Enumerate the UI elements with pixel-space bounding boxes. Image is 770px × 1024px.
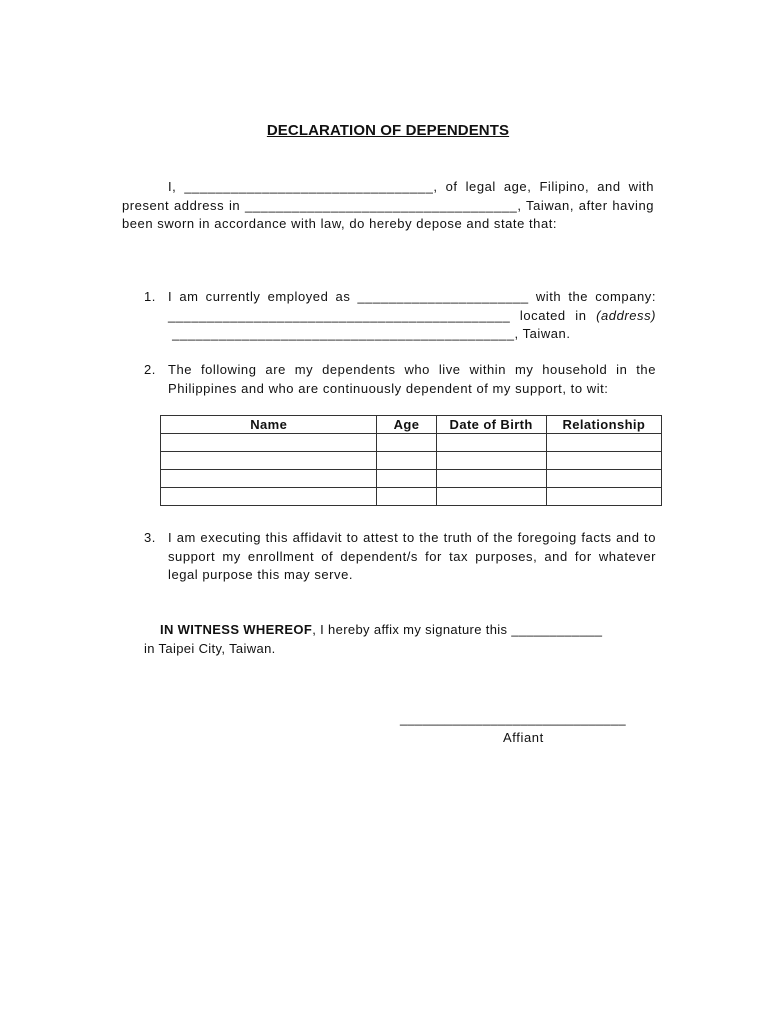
intro-text-3: , Taiwan, after having been sworn in accordance with law, do hereby depose and state that:: [122, 197, 655, 231]
table-cell[interactable]: [161, 488, 377, 506]
dependents-table: [160, 415, 662, 506]
employment-text-2: with the company:: [528, 289, 656, 304]
table-cell[interactable]: [546, 452, 661, 470]
name-blank: ________________________________: [184, 179, 434, 194]
list-item-body: The following are my dependents who live within my household in the Philippines and who are continuously dependent of my support, to wit:: [168, 362, 656, 396]
signature-line: ______________________________: [400, 711, 626, 726]
witness-bold-lead: IN WITNESS WHEREOF: [160, 622, 313, 637]
table-cell[interactable]: [161, 470, 377, 488]
table-cell[interactable]: [377, 434, 436, 452]
table-row: [161, 452, 662, 470]
list-item-body: I am executing this affidavit to attest to the truth of the foregoing facts and to support my enrollment of dependent/s for tax purposes, and for whatever legal purpose this may serve.: [168, 530, 656, 582]
table-cell[interactable]: [161, 452, 377, 470]
list-item-number: 1.: [144, 289, 156, 304]
date-blank: ____________: [511, 622, 603, 637]
table-header-row: [161, 416, 662, 434]
table-cell[interactable]: [377, 488, 436, 506]
table-cell[interactable]: [546, 488, 661, 506]
table-cell[interactable]: [436, 470, 546, 488]
witness-line-2: in Taipei City, Taiwan.: [144, 641, 276, 656]
intro-paragraph: [122, 178, 654, 234]
list-item-number: 3.: [144, 530, 156, 545]
list-item-number: 2.: [144, 362, 156, 377]
table-cell[interactable]: [436, 488, 546, 506]
employment-text-4: , Taiwan.: [514, 326, 571, 341]
table-row: [161, 488, 662, 506]
intro-text-2: , of legal age, Filipino, and with present address in: [122, 179, 654, 213]
position-blank: ______________________: [357, 289, 529, 304]
intro-text-1: I,: [168, 179, 185, 194]
header-age: Age: [377, 416, 436, 434]
witness-paragraph: [144, 620, 664, 658]
document-title: DECLARATION OF DEPENDENTS: [266, 122, 510, 139]
address-label: (address): [596, 307, 656, 323]
employment-text-1: I am currently employed as: [168, 289, 358, 304]
list-item-body: [168, 288, 656, 344]
list-item-employment: [144, 288, 656, 344]
affiant-label: Affiant: [503, 730, 544, 745]
table-cell[interactable]: [377, 470, 436, 488]
table-cell[interactable]: [436, 434, 546, 452]
witness-line-1: [144, 620, 664, 639]
table-cell[interactable]: [161, 434, 377, 452]
witness-text: , I hereby affix my signature this: [312, 622, 512, 637]
table-row: [161, 434, 662, 452]
table-row: [161, 470, 662, 488]
employment-text-3: located in: [510, 307, 597, 323]
company-blank: ____________________________________________: [168, 307, 511, 323]
company-address-blank: ____________________________________________: [168, 326, 515, 341]
header-date-of-birth: Date of Birth: [436, 416, 546, 434]
list-item-purpose: [144, 529, 656, 585]
table-cell[interactable]: [377, 452, 436, 470]
table-cell[interactable]: [546, 470, 661, 488]
list-item-dependents: [144, 361, 656, 398]
table-cell[interactable]: [436, 452, 546, 470]
address-blank: ___________________________________: [245, 197, 518, 213]
table-cell[interactable]: [546, 434, 661, 452]
header-relationship: Relationship: [546, 416, 661, 434]
header-name: Name: [161, 416, 377, 434]
